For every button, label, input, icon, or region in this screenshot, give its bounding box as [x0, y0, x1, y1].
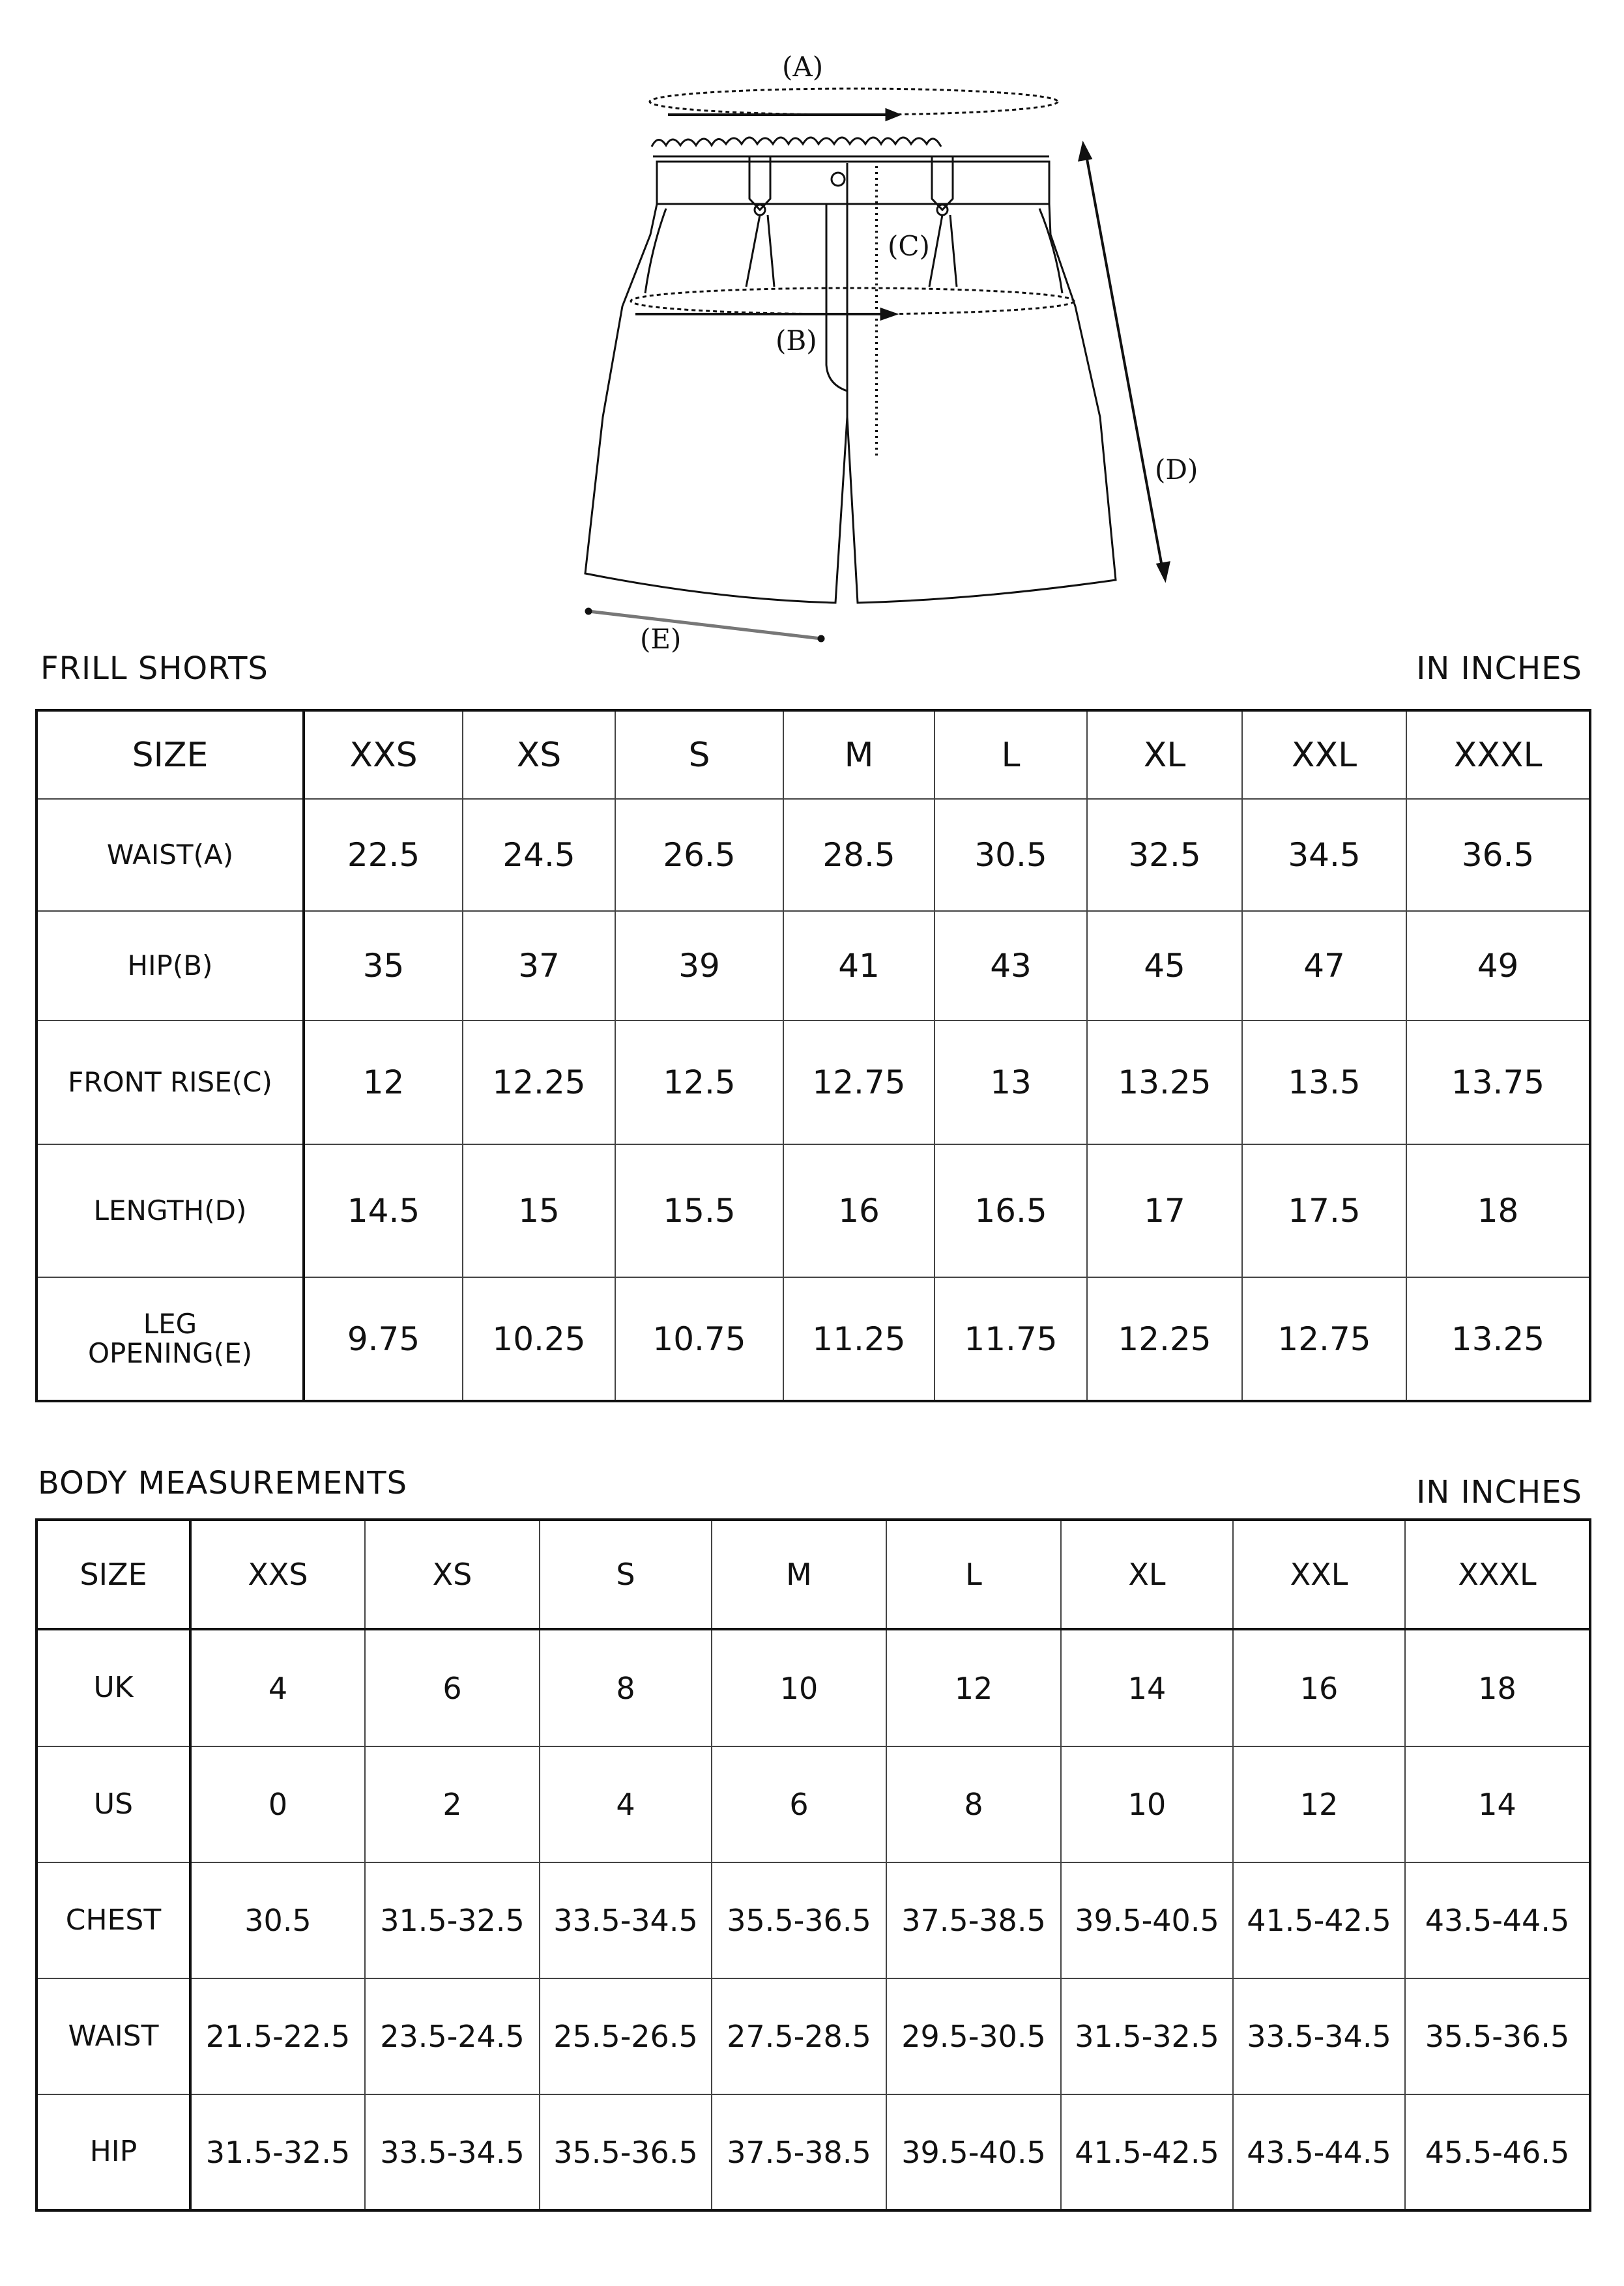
- table-cell: 39.5-40.5: [886, 2094, 1061, 2210]
- table-cell: 15.5: [615, 1144, 783, 1277]
- size-s-header: S: [540, 1520, 712, 1629]
- waist-measure-ellipse: [650, 89, 1058, 115]
- fly-stitch: [826, 204, 847, 391]
- button: [832, 173, 845, 186]
- table-cell: 2: [365, 1746, 540, 1862]
- table-cell: 34.5: [1242, 799, 1406, 911]
- frill-shorts-title: FRILL SHORTS: [40, 650, 268, 687]
- table-cell: 37.5-38.5: [712, 2094, 886, 2210]
- table-cell: 14: [1061, 1629, 1233, 1746]
- table-cell: 12.75: [783, 1020, 935, 1144]
- row-label-us: US: [36, 1746, 190, 1862]
- size-xxs-header: XXS: [304, 710, 463, 799]
- size-m-header: M: [712, 1520, 886, 1629]
- table-cell: 23.5-24.5: [365, 1978, 540, 2094]
- row-label-leg-line1: LEG: [143, 1308, 197, 1340]
- table-cell: 10: [1061, 1746, 1233, 1862]
- table-cell: 32.5: [1087, 799, 1242, 911]
- table-cell: 13.25: [1087, 1020, 1242, 1144]
- belt-loop-right: [932, 156, 953, 210]
- size-xxxl-header: XXXL: [1405, 1520, 1590, 1629]
- table-cell: 41.5-42.5: [1233, 1862, 1405, 1978]
- table-cell: 31.5-32.5: [190, 2094, 365, 2210]
- table-cell: 16.5: [935, 1144, 1087, 1277]
- row-label-waist: WAIST(A): [36, 799, 304, 911]
- hip-measure-ellipse: [631, 288, 1074, 314]
- table-row: [36, 911, 1590, 1020]
- table-cell: 12.75: [1242, 1277, 1406, 1401]
- table-cell: 22.5: [304, 799, 463, 911]
- table-cell: 35.5-36.5: [540, 2094, 712, 2210]
- table-cell: 11.75: [935, 1277, 1087, 1401]
- label-b: (B): [776, 325, 817, 356]
- row-label-hip: HIP(B): [36, 911, 304, 1020]
- table-cell: 37: [463, 911, 615, 1020]
- table-row: [36, 1520, 1590, 1629]
- table-cell: 18: [1406, 1144, 1590, 1277]
- table-cell: 15: [463, 1144, 615, 1277]
- size-header: SIZE: [36, 710, 304, 799]
- size-xs-header: XS: [365, 1520, 540, 1629]
- body-measurements-table: [35, 1518, 1591, 2212]
- table-cell: 33.5-34.5: [365, 2094, 540, 2210]
- table-cell: 29.5-30.5: [886, 1978, 1061, 2094]
- frill-shorts-units: IN INCHES: [1416, 650, 1582, 687]
- table-cell: 8: [540, 1629, 712, 1746]
- table-row: [36, 1978, 1590, 2094]
- row-label-length: LENGTH(D): [36, 1144, 304, 1277]
- table-cell: 4: [190, 1629, 365, 1746]
- table-cell: 31.5-32.5: [365, 1862, 540, 1978]
- label-c: (C): [888, 230, 930, 262]
- table-cell: 37.5-38.5: [886, 1862, 1061, 1978]
- table-cell: 8: [886, 1746, 1061, 1862]
- table-cell: 9.75: [304, 1277, 463, 1401]
- table-cell: 11.25: [783, 1277, 935, 1401]
- table-cell: 33.5-34.5: [1233, 1978, 1405, 2094]
- size-xxs-header: XXS: [190, 1520, 365, 1629]
- table-cell: 30.5: [935, 799, 1087, 911]
- row-label-leg-opening: [36, 1277, 304, 1401]
- label-d: (D): [1155, 454, 1198, 485]
- table-cell: 28.5: [783, 799, 935, 911]
- table-cell: 21.5-22.5: [190, 1978, 365, 2094]
- shorts-outline: [585, 204, 1116, 603]
- table-row: [36, 799, 1590, 911]
- ruffle-top: [652, 137, 941, 147]
- table-cell: 4: [540, 1746, 712, 1862]
- row-label-leg-line2: OPENING(E): [88, 1337, 252, 1369]
- table-cell: 43.5-44.5: [1405, 1862, 1590, 1978]
- table-cell: 25.5-26.5: [540, 1978, 712, 2094]
- table-cell: 45.5-46.5: [1405, 2094, 1590, 2210]
- table-cell: 12.25: [463, 1020, 615, 1144]
- table-cell: 49: [1406, 911, 1590, 1020]
- size-l-header: L: [886, 1520, 1061, 1629]
- size-xxl-header: XXL: [1242, 710, 1406, 799]
- table-cell: 14.5: [304, 1144, 463, 1277]
- row-label-waist: WAIST: [36, 1978, 190, 2094]
- size-m-header: M: [783, 710, 935, 799]
- table-cell: 27.5-28.5: [712, 1978, 886, 2094]
- table-cell: 16: [783, 1144, 935, 1277]
- table-cell: 10.25: [463, 1277, 615, 1401]
- size-xxxl-header: XXXL: [1406, 710, 1590, 799]
- row-label-hip: HIP: [36, 2094, 190, 2210]
- length-arrow: [1085, 149, 1163, 573]
- row-label-uk: UK: [36, 1629, 190, 1746]
- table-cell: 43: [935, 911, 1087, 1020]
- table-row: [36, 710, 1590, 799]
- size-s-header: S: [615, 710, 783, 799]
- table-cell: 18: [1405, 1629, 1590, 1746]
- table-cell: 6: [365, 1629, 540, 1746]
- leg-opening-line: [588, 611, 821, 639]
- table-cell: 0: [190, 1746, 365, 1862]
- table-cell: 10.75: [615, 1277, 783, 1401]
- size-l-header: L: [935, 710, 1087, 799]
- row-label-front-rise: FRONT RISE(C): [36, 1020, 304, 1144]
- table-cell: 17: [1087, 1144, 1242, 1277]
- belt-loop-left: [749, 156, 770, 210]
- table-cell: 13.5: [1242, 1020, 1406, 1144]
- table-cell: 45: [1087, 911, 1242, 1020]
- body-measurements-title: BODY MEASUREMENTS: [38, 1465, 408, 1501]
- row-label-chest: CHEST: [36, 1862, 190, 1978]
- table-cell: 35.5-36.5: [712, 1862, 886, 1978]
- table-cell: 30.5: [190, 1862, 365, 1978]
- table-cell: 14: [1405, 1746, 1590, 1862]
- table-cell: 24.5: [463, 799, 615, 911]
- size-xs-header: XS: [463, 710, 615, 799]
- table-cell: 47: [1242, 911, 1406, 1020]
- table-row: [36, 1277, 1590, 1401]
- shorts-diagram: [573, 39, 1225, 665]
- table-row: [36, 2094, 1590, 2210]
- table-cell: 13.25: [1406, 1277, 1590, 1401]
- table-cell: 36.5: [1406, 799, 1590, 911]
- table-cell: 31.5-32.5: [1061, 1978, 1233, 2094]
- table-cell: 43.5-44.5: [1233, 2094, 1405, 2210]
- size-xl-header: XL: [1061, 1520, 1233, 1629]
- table-cell: 16: [1233, 1629, 1405, 1746]
- frill-shorts-table: [35, 709, 1591, 1402]
- size-xl-header: XL: [1087, 710, 1242, 799]
- table-row: [36, 1020, 1590, 1144]
- table-cell: 12: [886, 1629, 1061, 1746]
- table-row: [36, 1746, 1590, 1862]
- table-cell: 33.5-34.5: [540, 1862, 712, 1978]
- body-measurements-units: IN INCHES: [1416, 1474, 1582, 1511]
- size-xxl-header: XXL: [1233, 1520, 1405, 1629]
- size-header: SIZE: [36, 1520, 190, 1629]
- table-cell: 10: [712, 1629, 886, 1746]
- table-row: [36, 1629, 1590, 1746]
- table-cell: 6: [712, 1746, 886, 1862]
- table-cell: 39.5-40.5: [1061, 1862, 1233, 1978]
- table-cell: 12: [1233, 1746, 1405, 1862]
- table-row: [36, 1144, 1590, 1277]
- table-cell: 41: [783, 911, 935, 1020]
- table-cell: 17.5: [1242, 1144, 1406, 1277]
- table-cell: 13: [935, 1020, 1087, 1144]
- table-cell: 12.5: [615, 1020, 783, 1144]
- table-cell: 39: [615, 911, 783, 1020]
- table-cell: 12: [304, 1020, 463, 1144]
- table-cell: 35: [304, 911, 463, 1020]
- label-e: (E): [640, 623, 682, 655]
- table-row: [36, 1862, 1590, 1978]
- table-cell: 41.5-42.5: [1061, 2094, 1233, 2210]
- table-cell: 35.5-36.5: [1405, 1978, 1590, 2094]
- table-cell: 26.5: [615, 799, 783, 911]
- waistband: [657, 162, 1049, 204]
- label-a: (A): [782, 51, 824, 83]
- table-cell: 12.25: [1087, 1277, 1242, 1401]
- table-cell: 13.75: [1406, 1020, 1590, 1144]
